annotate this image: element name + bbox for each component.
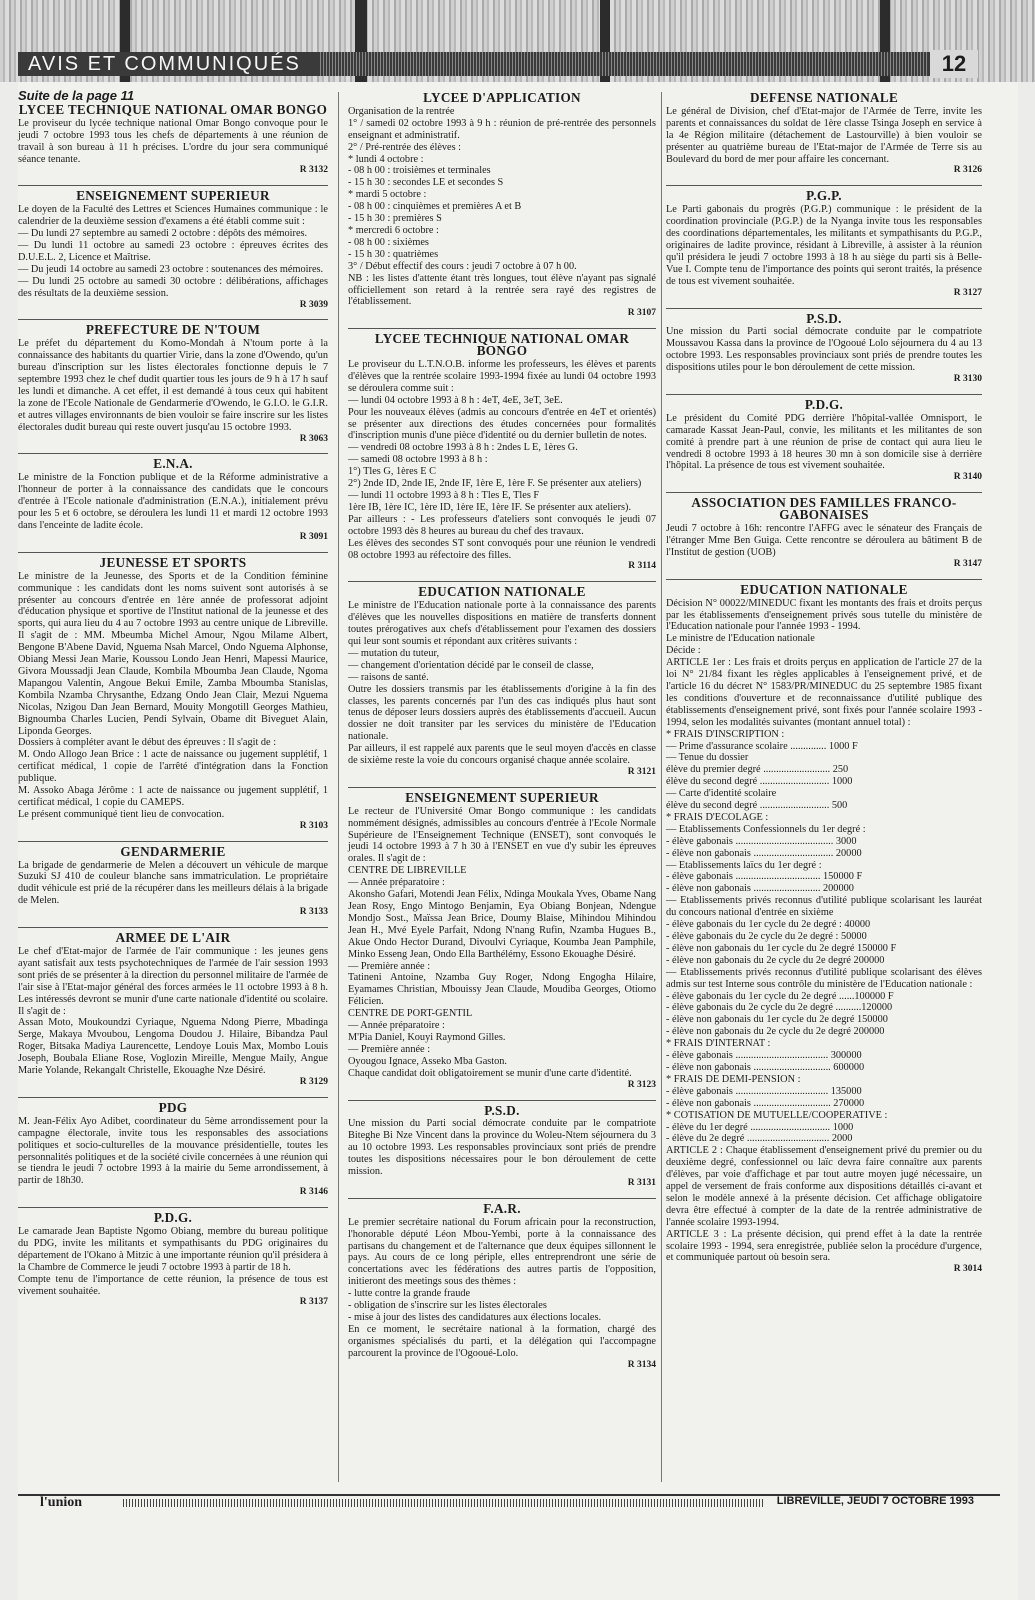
- notice-text: Le recteur de l'Université Omar Bongo communique : les candidats nommément désignés, admissibles au concours d'entrée à l'Ecole Normale Supérieure de l'Enseignement Technique (ENSET), sont convoqués le jeudi 14 octobre 1993 à 7 h 30 à l'ENSET en vue d'y subir les épreuves orales. Il s'agit de :: [348, 805, 656, 865]
- notice-title: PREFECTURE DE N'TOUM: [85, 322, 261, 338]
- notice-text: Une mission du Parti social démocrate conduite par le compatriote Moussavou Kassa dans la province de l'Ogooué Lolo séjournera du 4 au 13 octobre 1993. Les responsables provinciaux sont priés de prendre toutes les dispositions utiles pour le bon déroulement de cette mission.: [666, 326, 982, 374]
- notice-title: P.S.D.: [806, 310, 842, 326]
- notice-line: - 15 h 30 : secondes LE et secondes S: [348, 177, 504, 189]
- notice-ref: R 3140: [953, 472, 982, 483]
- notice-lycee-application: [348, 92, 656, 320]
- notice-title: DEFENSE NATIONALE: [749, 90, 899, 105]
- notice-line: — Première année :: [348, 960, 431, 972]
- continued-label: Suite de la page 11: [18, 88, 135, 103]
- fee-line: — Etablissements privés reconnus d'utilité publique scolarisant les lauréat du concours national d'entrée en sixième: [666, 895, 982, 919]
- notice-text: Chaque candidat doit obligatoirement se munir d'une carte d'identité.: [348, 1067, 632, 1079]
- notice-text: La brigade de gendarmerie de Melen a découvert un véhicule de marque Suzuki SJ 410 de couleur blanche sans immatriculation. Le propriétaire dudit véhicule est prié de la récupérer dans les meilleurs délais à la brigade de Melen.: [18, 859, 328, 907]
- page-footer: [18, 1494, 1000, 1512]
- column-middle: [348, 90, 656, 1380]
- page-number: 12: [930, 50, 978, 78]
- notice-line: Organisation de la rentrée: [348, 105, 455, 117]
- notice-text: Par ailleurs, il est rappelé aux parents que le seul moyen d'accès en classe de sixième reste la voie du concours organisé chaque année scolaire.: [348, 743, 656, 767]
- notice-ref: R 3039: [299, 299, 328, 310]
- notice-line: NB : les listes d'attente étant très longues, tout élève n'ayant pas signalé officiellement son retard à la rentrée sera rayé des registres de l'établissement.: [348, 272, 656, 308]
- notice-ref: R 3103: [299, 820, 328, 831]
- notice-pdg-comite: [666, 396, 982, 484]
- notice-line: - 08 h 00 : sixièmes: [348, 236, 429, 248]
- notice-line: - 15 h 30 : quatrièmes: [348, 248, 439, 260]
- notice-text: ARTICLE 3 : La présente décision, qui prend effet à la date la rentrée scolaire 1993 - 1994, sera enregistrée, publiée selon la procédure d'urgence, et communiquée partout où besoin sera.: [666, 1228, 982, 1264]
- fee-line: - élève du 1er degré ............................... 1000: [666, 1121, 854, 1133]
- notice-title: P.D.G.: [153, 1210, 193, 1226]
- notice-ref: R 3123: [627, 1079, 656, 1090]
- notice-line: CENTRE DE PORT-GENTIL: [348, 1008, 473, 1020]
- notice-psd-ogooue: [666, 310, 982, 386]
- fee-line: * FRAIS D'INSCRIPTION :: [666, 728, 785, 740]
- divider: [348, 1100, 656, 1101]
- notice-ref: R 3126: [953, 165, 982, 176]
- notice-defense-nationale: [666, 92, 982, 177]
- fee-line: — Etablissements laïcs du 1er degré :: [666, 859, 822, 871]
- fee-line: - élève non gabonais du 1er cycle du 2e degré 150000 F: [666, 942, 897, 954]
- divider: [348, 581, 656, 582]
- column-left: [18, 90, 328, 1317]
- notice-line: 2° / Pré-rentrée des élèves :: [348, 141, 462, 153]
- notice-ref: R 3132: [299, 165, 328, 176]
- fee-line: — Etablissements Confessionnels du 1er degré :: [666, 823, 866, 835]
- fee-line: - élève non gabonais .......................... 200000: [666, 883, 854, 895]
- notice-line: — Première année :: [348, 1043, 431, 1055]
- divider: [666, 308, 982, 309]
- notice-title: EDUCATION NATIONALE: [740, 581, 908, 597]
- notice-ref: R 3127: [953, 287, 982, 298]
- notice-line: — lundi 04 octobre 1993 à 8 h : 4eT, 4eE, 3eT, 3eE.: [348, 394, 563, 406]
- divider: [18, 841, 328, 842]
- notice-title: P.S.D.: [484, 1102, 520, 1118]
- notice-ltnob: [348, 333, 656, 573]
- fee-line: - élève non gabonais .............................. 270000: [666, 1097, 865, 1109]
- divider: [18, 319, 328, 320]
- notice-line: - mise à jour des listes des candidatures aux élections locales.: [348, 1312, 602, 1323]
- column-rule: [661, 92, 662, 1482]
- notice-line: Par ailleurs : - Les professeurs d'ateliers sont convoqués le jeudi 07 octobre 1993 dès 8 heures au bureau du chef des travaux.: [348, 513, 656, 537]
- notice-ref: R 3129: [299, 1076, 328, 1087]
- fee-line: élève du second degré ........................... 1000: [666, 776, 853, 788]
- notice-title: E.N.A.: [153, 456, 193, 472]
- notice-text: Jeudi 7 octobre à 16h: rencontre l'AFFG avec le sénateur des Français de l'étranger Mme Ben Guiga. Cette rencontre se déroulera au bâtiment B de l'Institut de gestion (UOB): [666, 523, 982, 558]
- fee-line: - élève gabonais du 1er cycle du 2e degré : 40000: [666, 919, 871, 931]
- fee-line: - élève gabonais ...................................... 3000: [666, 835, 857, 847]
- notice-pgp: [666, 190, 982, 299]
- divider: [18, 1097, 328, 1098]
- notice-text: Outre les dossiers transmis par les établissements d'origine à la fin des classes, les parents concernés par l'un des cas indiqués plus haut sont tenus de déposer leurs dossiers auprès des établissements d'accueil. Aucun dossier ne doit transiter par les services du ministère de l'Education nationale.: [348, 683, 656, 743]
- divider: [18, 927, 328, 928]
- divider: [348, 328, 656, 329]
- notice-text: En ce moment, le secrétaire national à la formation, chargé des organismes spécialisés du parti, et la délégation qui l'accompagne parcourent la province de l'Ogooué-Lolo.: [348, 1323, 656, 1359]
- notice-ref: R 3130: [953, 374, 982, 385]
- notice-ref: R 3131: [627, 1177, 656, 1188]
- divider: [666, 185, 982, 186]
- fee-line: — Tenue du dossier: [666, 752, 749, 764]
- notice-psd-woleu: [348, 1102, 656, 1190]
- notice-ref: R 3146: [299, 1187, 328, 1198]
- notice-line: — samedi 08 octobre 1993 à 8 h :: [348, 454, 488, 466]
- fee-line: — Etablissements privés reconnus d'utilité publique scolarisant des élèves admis sur test Interne sous contrôle du ministère de l'Education nationale :: [666, 966, 982, 990]
- column-right: [666, 90, 982, 1284]
- header-stripes: [318, 52, 928, 76]
- notice-text: Le camarade Jean Baptiste Ngomo Obiang, membre du bureau politique du PDG, invite les militants et sympathisants du PDG originaires du département de l'Okano à Mitzic à une importante réunion qu'il présidera à la Chambre de Commerce le jeudi 7 octobre 1993 à partir de 18 h.: [18, 1226, 328, 1273]
- notice-text: Le ministre de la Jeunesse, des Sports et de la Condition féminine communique : les candidats dont les noms suivent sont autorisés à se présenter au concours d'entrée en 1ère année de professorat adjoint d'éducation physique et sportive de l'Institut national de la jeunesse et des sports, qui aura lieu du 4 au 7 octobre 1993 au centre unique de Libreville. Il s'agit de : MM. Mbeumba Michel Amour, Ngou Milame Albert, Bengone B'Abene David, Nguema Nsah Marcel, Ondo Nguema Alphonse, Obiang Messi Jean Marie, Koussou Londo Jean Henri, Mapessi Maurice, Givora Moussadji Jean Claude, Kombila Mboumba Jean Claude, Ngoma Mapangou Valentin, Angoue Bekui Emile, Zamba Mboumba Stanislas, Kombila Nzamba Chrysanthe, Edzang Ondo Jean Clair, Mezui Nguema Nicolas, Nzigou Dan Jean Bernard, Mouity Mongotill Georges Mathieu, Bignoumba Charles Lucien, Pendi Sylvain, Obame dit Biveguet Alain, Liponda Georges.: [18, 570, 328, 737]
- notice-text: Décision N° 00022/MINEDUC fixant les montants des frais et droits perçus par les établissements d'enseignement privés sous tutelle du ministère de l'Education nationale pour l'année 1993 - 1994.: [666, 597, 982, 633]
- notice-title: LYCEE TECHNIQUE NATIONAL OMAR BONGO: [18, 101, 328, 117]
- fee-line: - élève non gabonais du 2e cycle du 2e degré 200000: [666, 954, 885, 966]
- notice-line: Le proviseur du L.T.N.O.B. informe les professeurs, les élèves et parents d'élèves que la rentrée scolaire 1993-1994 fixée au lundi 04 octobre 1993 se déroulera comme suit :: [348, 359, 656, 394]
- notice-title: F.A.R.: [483, 1200, 521, 1216]
- notice-text: Le président du Comité PDG derrière l'hôpital-vallée Omnisport, le camarade Kassat Jean-Paul, convie, les militants et les militantes de son comité à prendre part à une réunion de prise de contact qui aura lieu le vendredi 8 octobre 1993 à 18 heures 30 mn à son domicile sise à derrière l'hôpital. La présence de tous est vivement souhaitée.: [666, 412, 982, 472]
- notice-text: M. Jean-Félix Ayo Adibet, coordinateur du 5ème arrondissement pour la campagne électorale, invite tous les responsables des associations politiques et socio-culturelles de la mouvance présidentielle, toutes les personnalités politiques et de la société civile concernées à une réunion qui se tiendra le jeudi 7 octobre 1993 à la mairie du 5eme arrondissement, à partir de 18h30.: [18, 1115, 328, 1187]
- notice-text: ARTICLE 2 : Chaque établissement d'enseignement privé du premier ou du deuxième degré, confessionnel ou laïc devra faire connaître aux parents d'élèves, par voie d'affichage et par tout autre moyen jugé nécessaire, un appel de versement de frais conforme aux dispositions détaillés ci-avant et selon le modèle annexé à la présente décision. Cet affichage obligatoire devra être effectué à compter de la date de la rentrée administrative de l'année scolaire 1993-1994.: [666, 1145, 982, 1228]
- notice-line: - 08 h 00 : cinquièmes et premières A et B: [348, 201, 522, 213]
- notice-line: — Du lundi 11 octobre au samedi 23 octobre : épreuves écrites des D.U.E.L. 2, Licence et Maîtrise.: [18, 239, 328, 263]
- notice-affg: [666, 497, 982, 570]
- notice-title: LYCEE D'APPLICATION: [423, 90, 581, 105]
- notice-ref: R 3107: [627, 308, 656, 319]
- notice-line: 3° / Début effectif des cours : jeudi 7 octobre à 07 h 00.: [348, 260, 577, 272]
- notice-line: — mutation du tuteur,: [348, 647, 440, 659]
- fee-line: - élève non gabonais ............................... 20000: [666, 847, 862, 859]
- notice-text: Tatineni Antoine, Nzamba Guy Roger, Ndong Engogha Hilaire, Eyamames Christian, Mbouissy Jean Claude, Moudiba Georges, Otiomo Félicien.: [348, 972, 656, 1008]
- notice-title: ASSOCIATION DES FAMILLES FRANCO-GABONAISES: [691, 495, 957, 523]
- fee-line: - élève non gabonais .............................. 600000: [666, 1061, 865, 1073]
- fee-line: - élève gabonais du 2e cycle du 2e degré ..........120000: [666, 1002, 893, 1014]
- notice-line: - obligation de s'inscrire sur les listes électorales: [348, 1300, 547, 1312]
- notice-title: JEUNESSE ET SPORTS: [99, 554, 247, 570]
- notice-line: 1°) Tles G, 1ères E C: [348, 466, 437, 478]
- fee-line: * COTISATION DE MUTUELLE/COOPERATIVE :: [666, 1109, 888, 1121]
- notice-far: [348, 1200, 656, 1372]
- fee-line: * FRAIS D'ECOLAGE :: [666, 811, 769, 823]
- notice-line: — changement d'orientation décidé par le conseil de classe,: [348, 659, 594, 671]
- notice-text: Compte tenu de l'importance de cette réunion, la présence de tous est vivement souhaitée.: [18, 1273, 328, 1297]
- notice-lycee-technique: [18, 101, 328, 177]
- notice-line: * mercredi 6 octobre :: [348, 224, 439, 236]
- notice-ref: R 3063: [299, 433, 328, 444]
- notice-ref: R 3147: [953, 558, 982, 569]
- notice-text: Le proviseur du lycée technique national Omar Bongo convoque pour le jeudi 7 octobre 1993 tous les chefs de départements à une réunion de travail à son bureau à 11 h précises. L'ordre du jour sera communiqué séance tenante.: [18, 117, 328, 165]
- notice-ref: R 3134: [627, 1359, 656, 1370]
- notice-text: M. Assoko Abaga Jérôme : 1 acte de naissance ou jugement supplétif, 1 certificat médical, 1 copie du CAMEPS.: [18, 785, 328, 808]
- fee-line: - élève gabonais .................................... 135000: [666, 1085, 862, 1097]
- divider: [348, 787, 656, 788]
- fee-line: — Prime d'assurance scolaire .............. 1000 F: [666, 740, 858, 752]
- notice-jeunesse-sports: [18, 554, 328, 833]
- notice-ref: R 3133: [299, 907, 328, 918]
- notice-line: — lundi 11 octobre 1993 à 8 h : Tles E, Tles F: [348, 490, 540, 501]
- notice-line: 1ère IB, 1ère IC, 1ère ID, 1ère IE, 1ère IF. Se présenter aux ateliers).: [348, 501, 632, 513]
- fee-line: — Carte d'identité scolaire: [666, 788, 777, 800]
- notice-text: Le présent communiqué tient lieu de convocation.: [18, 808, 225, 820]
- fee-line: - élève gabonais du 1er cycle du 2e degré ......100000 F: [666, 990, 894, 1002]
- notice-pdg-okano: [18, 1212, 328, 1309]
- notice-line: — Année préparatoire :: [348, 877, 445, 889]
- notice-text: Une mission du Parti social démocrate conduite par le compatriote Biteghe Bi Nze Vincent dans la province du Woleu-Ntem séjournera du 3 au 10 octobre 1993. Les responsables provinciaux sont priés de prendre toutes les dispositions nécessaires pour le bon déroulement de cette mission.: [348, 1118, 656, 1178]
- notice-text: M. Ondo Allogo Jean Brice : 1 acte de naissance ou jugement supplétif, 1 certificat médical, 1 copie de l'arrêté d'intégration dans la Fonction publique.: [18, 749, 328, 785]
- notice-line: — Du jeudi 14 octobre au samedi 23 octobre : soutenances des mémoires.: [18, 263, 324, 275]
- fee-line: * FRAIS DE DEMI-PENSION :: [666, 1073, 801, 1085]
- notice-line: — vendredi 08 octobre 1993 à 8 h : 2ndes L E, 1ères G.: [348, 442, 578, 454]
- notice-ena: [18, 458, 328, 543]
- fee-line: - élève non gabonais du 1er cycle du 2e degré 150000: [666, 1014, 888, 1026]
- notice-education-nationale: [348, 586, 656, 779]
- notice-line: Pour les nouveaux élèves (admis au concours d'entrée en 4eT et orientés) se présenter aux directions des études concernées pour formalités d'inscription munis d'une pièce d'identité ou du dernier bulletin de notes.: [348, 406, 656, 442]
- notice-enseignement-superieur: [18, 190, 328, 311]
- notice-text: ARTICLE 1er : Les frais et droits perçus en application de l'article 27 de la loi N° 21/84 fixant les règles applicables à l'enseignement privé, et de l'article 16 du décret N° 1583/PR/MINEDUC du 25 septembre 1985 fixant les conditions d'ouverture et de reconnaissance d'utilité publique des établissements d'enseignement privé, sont fixés pour l'année scolaire 1993 - 1994, selon les modalités suivantes (montant annuel total) :: [666, 657, 982, 728]
- notice-line: — Du lundi 27 septembre au samedi 2 octobre : dépôts des mémoires.: [18, 228, 308, 240]
- divider: [18, 185, 328, 186]
- notice-line: - 08 h 00 : troisièmes et terminales: [348, 165, 491, 177]
- divider: [348, 1198, 656, 1199]
- notice-line: — Année préparatoire :: [348, 1020, 445, 1032]
- notice-title: P.D.G.: [804, 396, 844, 412]
- notice-armee-air: [18, 932, 328, 1089]
- notice-text: Le chef d'Etat-major de l'armée de l'air communique : les jeunes gens ayant satisfait aux tests psychotechniques de l'armée de l'air session 1993 sont priés de se présenter à la direction du personnel militaire de l'armée de l'air sise à l'Etat-major général des forces armées le 11 octobre 1993 à 8 h. Les intéressés devront se munir d'une carte nationale d'identité ou scolaire. Il s'agit de :: [18, 946, 328, 1017]
- fee-line: élève du premier degré .......................... 250: [666, 764, 849, 776]
- section-title: AVIS ET COMMUNIQUÉS: [28, 53, 301, 75]
- notice-line: — Du lundi 25 octobre au samedi 30 octobre : délibérations, affichages des résultats de la deuxième session.: [18, 275, 328, 299]
- notice-title: GENDARMERIE: [120, 843, 226, 859]
- notice-line: CENTRE DE LIBREVILLE: [348, 865, 467, 877]
- notice-line: 1° / samedi 02 octobre 1993 à 9 h : réunion de pré-rentrée des personnels enseignant et administratif.: [348, 117, 656, 141]
- notice-title: P.G.P.: [806, 188, 842, 204]
- notice-line: M'Pia Daniel, Kouyi Raymond Gilles.: [348, 1031, 506, 1043]
- fee-line: - élève du 2e degré ................................ 2000: [666, 1133, 853, 1145]
- fee-line: - élève gabonais du 2e cycle du 2e degré : 50000: [666, 931, 867, 942]
- notice-ref: R 3014: [953, 1264, 982, 1275]
- notice-ref: R 3137: [299, 1297, 328, 1308]
- notice-text: Dossiers à compléter avant le début des épreuves : Il s'agit de :: [18, 737, 277, 749]
- notice-line: * mardi 5 octobre :: [348, 189, 427, 201]
- notice-gendarmerie: [18, 843, 328, 919]
- fee-line: - élève gabonais ................................. 150000 F: [666, 871, 863, 883]
- notice-text: Le Parti gabonais du progrès (P.G.P.) communique : le président de la coordination provinciale (P.G.P.) de la Nyanga invite tous les responsables des coordinations départementales, les militants et sympathisants du P.G.P., originaires de ladite province, résidant à Libreville, à assister à la réunion qu'il présidera le jeudi 7 octobre 1993 à 18 h au siège du parti sis à Belle-Vue I. Compte tenu de l'importance des points qui seront traités, la présence de tous est vivement souhaitée.: [666, 204, 982, 287]
- notice-line: Oyougou Ignace, Asseko Mba Gaston.: [348, 1055, 508, 1067]
- divider: [666, 394, 982, 395]
- fee-line: - élève gabonais .................................... 300000: [666, 1050, 862, 1062]
- notice-title: ENSEIGNEMENT SUPERIEUR: [405, 789, 599, 805]
- notice-text: Le doyen de la Faculté des Lettres et Sciences Humaines communique : le calendrier de la deuxième session d'examens a été établi comme suit :: [18, 204, 328, 228]
- divider: [18, 453, 328, 454]
- notice-line: - 15 h 30 : premières S: [348, 213, 442, 225]
- fee-line: élève du second degré ........................... 500: [666, 800, 848, 812]
- notice-title: ARMEE DE L'AIR: [115, 930, 231, 946]
- notice-text: Le préfet du département du Komo-Mondah à N'toum porte à la connaissance des habitants du quartier Virie, dans la zone d'Owendo, qu'un bureau d'inscription sur les listes électorales fonctionne depuis le 7 septembre 1993 chez le chef dudit quartier tous les jours de 9 h à 17 h sauf les lundi et dimanche. A cet effet, il est demandé à tous ceux qui habitent la zone de l'Ecole Nationale de Gendarmerie d'Owendo, le G.I.O. le G.I.R. et autres villages environnants de bien vouloir se faire inscrire sur les listes électorales dudit bureau qui reste ouvert jusqu'au 15 octobre 1993.: [18, 338, 328, 433]
- notice-pdg: [18, 1099, 328, 1199]
- notice-title: ENSEIGNEMENT SUPERIEUR: [76, 188, 270, 204]
- newspaper-logo: l'union: [40, 1495, 83, 1510]
- notice-line: * lundi 4 octobre :: [348, 153, 424, 165]
- notice-text: Akonsho Gafari, Motendi Jean Félix, Ndinga Moukala Yves, Obame Nang Jean Rosy, Engo Mintogo Benjamin, Eya Obiang Bonjean, Ndengue Mondjo Sost., Maïssa Jean Brice, Doumy Blaise, Mihindou Mihindou Jean H., Mvé Eyele Parfait, Ndong N'nang Rufin, Nzamba Hugues B., Akue Ondo Hector Durand, Divoulvi Cyriaque, Koumba Jean Pamphile, Minko Esseng Jean, Ondo Ella Barthélémy, Essono Ekouaghe Désiré.: [348, 889, 656, 960]
- notice-line: Les élèves des secondes ST sont convoqués pour une réunion le vendredi 08 octobre 1993 au réfectoire des filles.: [348, 537, 656, 561]
- notice-line: Le ministre de l'Education nationale: [666, 633, 815, 645]
- notice-text: Le ministre de la Fonction publique et de la Réforme administrative a l'honneur de porter à la connaissance des candidats que le concours d'entrée à l'Ecole nationale d'administration (E.N.A.), initialement prévu pour les 5 et 6 octobre, se déroulera les lundi 11 et mardi 12 octobre 1993 dans l'enceinte de ladite école.: [18, 472, 328, 531]
- notice-text: Le général de Division, chef d'Etat-major de l'Armée de Terre, invite les parents et connaissances du soldat de 1ère classe Tsinga Joseph en service à la 4e Région militaire (détachement de Lastourville) à bien vouloir se présenter au quatrième bureau de l'Etat-major de l'Armée de Terre sis au Boulevard du bord de mer pour affaire les concernant.: [666, 105, 982, 165]
- notice-line: — raisons de santé.: [348, 671, 429, 683]
- notice-ref: R 3091: [299, 531, 328, 542]
- divider: [18, 552, 328, 553]
- notice-text: Assan Moto, Moukoundzi Cyriaque, Nguema Ndong Pierre, Mbadinga Serge, Makaya Mvoubou, Lengoma Doudou J. Hilaire, Bibandza Paul Roger, Bitsaka Madiya Laurencette, Lendoye Louis Max, Mombo Louis Joseph, Boubala Eliane Rose, Voglozin Mireille, Mengue Maily, Angue Marie Yolande, Rekangalt Christelle, Ekouaghe Nze Désiré.: [18, 1017, 328, 1077]
- fee-line: * FRAIS D'INTERNAT :: [666, 1038, 771, 1050]
- notice-ref: R 3114: [628, 561, 656, 572]
- dateline: LIBREVILLE, JEUDI 7 OCTOBRE 1993: [776, 1495, 974, 1507]
- divider: [666, 492, 982, 493]
- notice-text: Le ministre de l'Education nationale porte à la connaissance des parents d'élèves que les nouvelles dispositions en matière de transferts donnent toutes prérogatives aux chefs d'établissement pour l'examen des dossiers qui leur sont soumis et répondant aux critères suivants :: [348, 600, 656, 647]
- footer-rule: [123, 1499, 763, 1507]
- notice-ref: R 3121: [627, 766, 656, 777]
- notice-line: - lutte contre la grande fraude: [348, 1288, 471, 1300]
- notice-title: EDUCATION NATIONALE: [418, 584, 586, 600]
- notice-prefecture: [18, 324, 328, 445]
- notice-education-decision: [666, 581, 982, 1277]
- notice-enset: [348, 789, 656, 1092]
- notice-line: Décide :: [666, 645, 701, 657]
- notice-title: LYCEE TECHNIQUE NATIONAL OMAR BONGO: [374, 331, 630, 359]
- notice-title: PDG: [158, 1099, 188, 1115]
- column-rule: [338, 92, 339, 1482]
- divider: [666, 579, 982, 580]
- section-header: [18, 52, 978, 76]
- notice-text: Le premier secrétaire national du Forum africain pour la reconstruction, l'honorable député Léon Mbou-Yembi, porte à la connaissance des partisans du changement et de l'alternance que deux équipes sillonnent le pays. Au cours de ce long périple, elles entreprendront une série de concertations avec les fédérations des autres partis de l'opposition, initieront des meetings sous des thèmes :: [348, 1216, 656, 1288]
- divider: [18, 1207, 328, 1208]
- notice-line: 2°) 2nde ID, 2nde IE, 2nde IF, 1ère E, 1ère F. Se présenter aux ateliers): [348, 478, 642, 490]
- fee-line: - élève non gabonais du 2e cycle du 2e degré 200000: [666, 1026, 885, 1038]
